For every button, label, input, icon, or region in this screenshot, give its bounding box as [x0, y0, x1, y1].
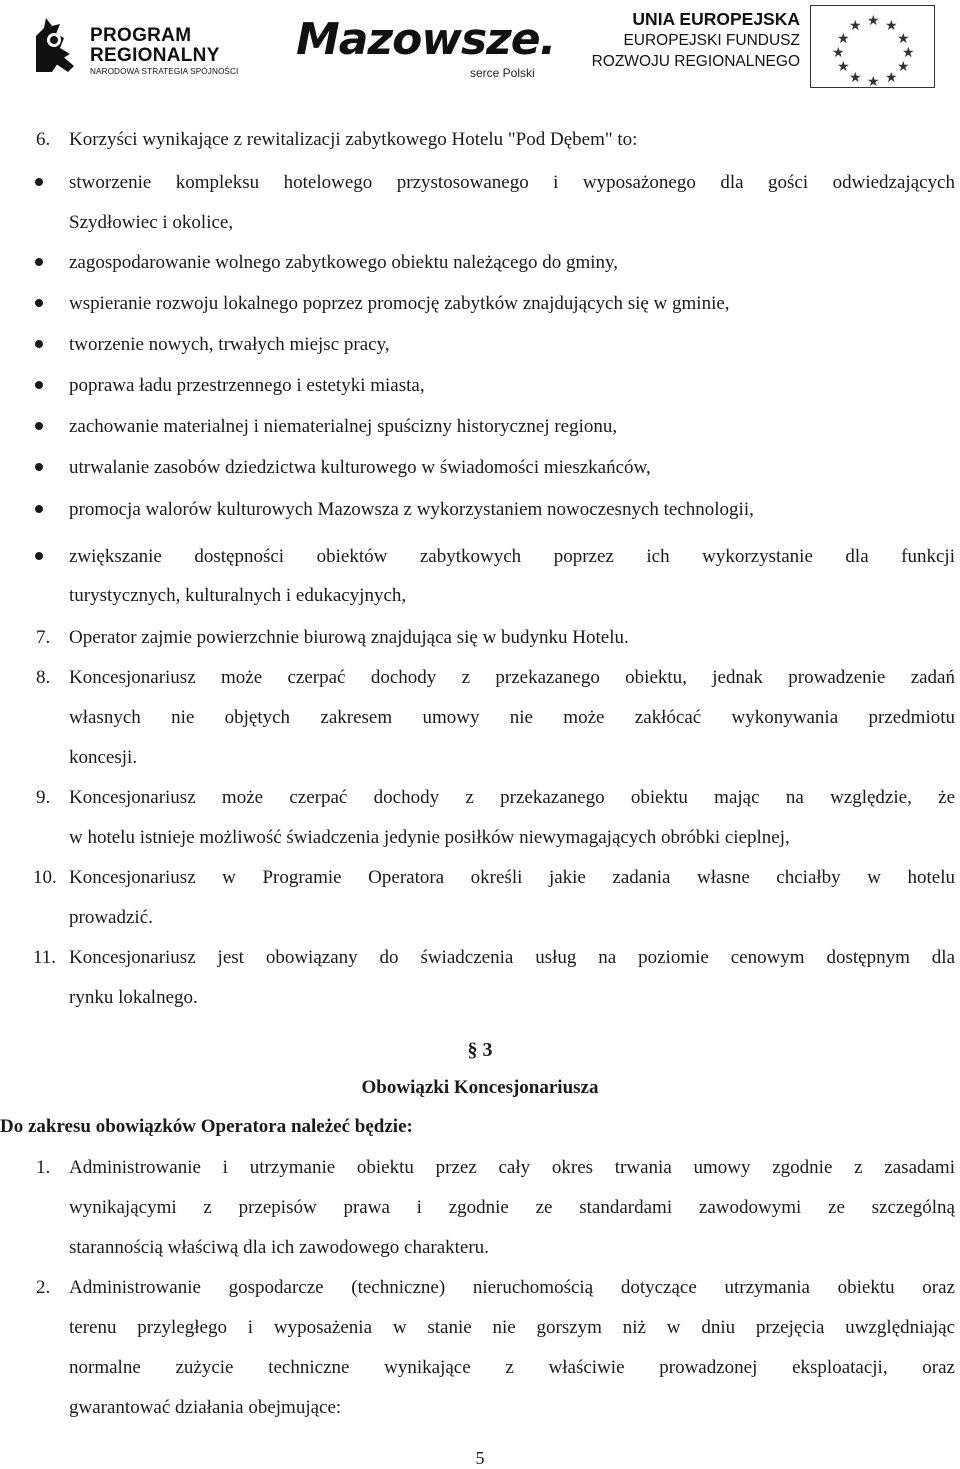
bullet-text: wspieranie rozwoju lokalnego poprzez promocję zabytków znajdujących się w gminie, — [69, 293, 730, 314]
section-number: § 3 — [467, 1039, 493, 1061]
item-text: prowadzić. — [69, 907, 153, 928]
program-regionalny-emblem-icon — [30, 14, 82, 76]
item-text: koncesji. — [69, 747, 138, 768]
item-text: Koncesjonariusz jest obowiązany do świadczenia usług na poziomie cenowym dostępnym dla — [69, 947, 955, 968]
bullet-icon — [35, 340, 43, 348]
bullet-text: tworzenie nowych, trwałych miejsc pracy, — [69, 334, 390, 355]
item-text: Koncesjonariusz może czerpać dochody z przekazanego obiektu mając na względzie, że — [69, 787, 955, 808]
page-number: 5 — [475, 1448, 485, 1468]
bullet-text: promocja walorów kulturowych Mazowsza z wykorzystaniem nowoczesnych technologii, — [69, 499, 754, 520]
bullet-text: Szydłowiec i okolice, — [69, 212, 234, 233]
bullet-icon — [35, 178, 43, 186]
bullet-text: utrwalanie zasobów dziedzictwa kulturowego w świadomości mieszkańców, — [69, 457, 651, 478]
eu-fund-label — [588, 8, 800, 78]
bullet-icon — [35, 552, 43, 560]
unia-europejska-label: UNIA EUROPEJSKA — [632, 9, 800, 29]
bullet-text: stworzenie kompleksu hotelowego przystosowanego i wyposażonego dla gości odwiedzających — [69, 172, 955, 193]
duty-number: 2. — [36, 1277, 51, 1298]
bullet-icon — [35, 299, 43, 307]
item-number: 6. — [36, 129, 51, 150]
duty-text: starannością właściwą dla ich zawodowego charakteru. — [69, 1237, 489, 1258]
item-text: Operator zajmie powierzchnie biurową znajdująca się w budynku Hotelu. — [69, 627, 629, 648]
item-number: 11. — [33, 947, 57, 968]
rozwoju-label: ROZWOJU REGIONALNEGO — [591, 53, 800, 70]
section-title: Obowiązki Koncesjonariusza — [361, 1077, 599, 1098]
item-text: własnych nie objętych zakresem umowy nie może zakłócać wykonywania przedmiotu — [69, 707, 955, 728]
section-intro: Do zakresu obowiązków Operatora należeć będzie: — [0, 1116, 413, 1137]
duty-text: normalne zużycie techniczne wynikające z właściwie prowadzonej eksploatacji, oraz — [69, 1357, 955, 1378]
item-number: 10. — [33, 867, 57, 888]
program-regionalny-logo — [30, 8, 255, 84]
duty-text: wynikającymi z przepisów prawa i zgodnie ze standardami zawodowymi ze szczególną — [69, 1197, 955, 1218]
strategy-label: NARODOWA STRATEGIA SPÓJNOŚCI — [90, 67, 239, 76]
item-number: 9. — [36, 787, 51, 808]
program-label: PROGRAM — [90, 25, 192, 46]
bullet-text: zachowanie materialnej i niematerialnej spuścizny historycznej regionu, — [69, 416, 618, 437]
eu-flag-icon: ★ ★ ★ ★ ★ ★ ★ ★ ★ ★ ★ ★ — [810, 5, 935, 88]
bullet-icon — [35, 258, 43, 266]
mazowsze-logo — [296, 8, 566, 84]
bullet-text: zwiększanie dostępności obiektów zabytkowych poprzez ich wykorzystanie dla funkcji — [69, 546, 955, 567]
duty-text: gwarantować działania obejmujące: — [69, 1397, 342, 1418]
mazowsze-subtitle: serce Polski — [470, 66, 535, 80]
bullet-text: turystycznych, kulturalnych i edukacyjnych, — [69, 585, 407, 606]
duty-text: terenu przyległego i wyposażenia w stanie nie gorszym niż w dniu przejęcia uwzględniając — [69, 1317, 955, 1338]
mazowsze-wordmark: Mazowsze. — [296, 14, 556, 65]
item-number: 7. — [36, 627, 51, 648]
item6-title: Korzyści wynikające z rewitalizacji zabytkowego Hotelu "Pod Dębem" to: — [69, 129, 638, 150]
page-header — [0, 0, 960, 110]
item-text: Koncesjonariusz w Programie Operatora określi jakie zadania własne chciałby w hotelu — [69, 867, 955, 888]
duty-text: Administrowanie gospodarcze (techniczne) nieruchomością dotyczące utrzymania obiektu oraz — [69, 1277, 955, 1298]
bullet-icon — [35, 381, 43, 389]
item-text: rynku lokalnego. — [69, 987, 198, 1008]
duty-number: 1. — [36, 1157, 51, 1178]
fundusz-label: EUROPEJSKI FUNDUSZ — [623, 32, 800, 49]
bullet-icon — [35, 463, 43, 471]
item-number: 8. — [36, 667, 51, 688]
duty-text: Administrowanie i utrzymanie obiektu przez cały okres trwania umowy zgodnie z zasadami — [69, 1157, 955, 1178]
regionalny-label: REGIONALNY — [90, 45, 220, 66]
bullet-icon — [35, 422, 43, 430]
bullet-text: zagospodarowanie wolnego zabytkowego obiektu należącego do gminy, — [69, 252, 619, 273]
item-text: Koncesjonariusz może czerpać dochody z przekazanego obiektu, jednak prowadzenie zadań — [69, 667, 955, 688]
bullet-text: poprawa ładu przestrzennego i estetyki miasta, — [69, 375, 425, 396]
bullet-icon — [35, 505, 43, 513]
item-text: w hotelu istnieje możliwość świadczenia jedynie posiłków niewymagających obróbki cieplnej, — [69, 827, 790, 848]
